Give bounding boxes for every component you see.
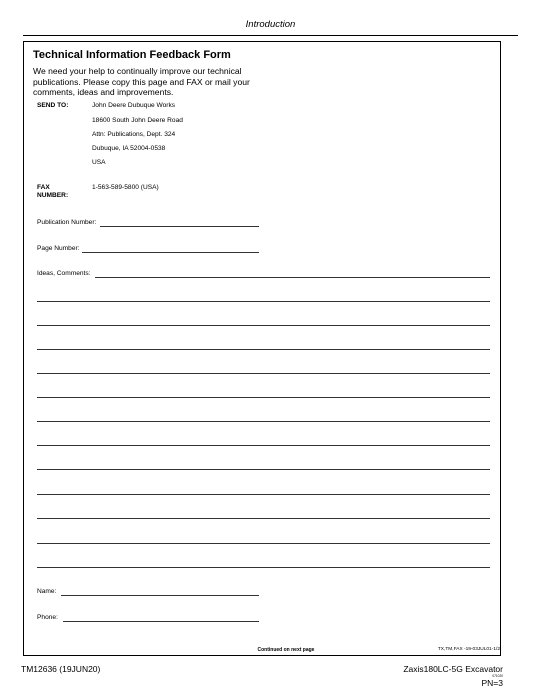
intro-line: comments, ideas and improvements. [33, 87, 174, 98]
comment-line[interactable] [37, 397, 490, 398]
intro-line: publications. Please copy this page and FAX or mail your [33, 76, 250, 87]
phone-field[interactable] [63, 621, 259, 622]
comment-line[interactable] [37, 445, 490, 446]
footer-right [403, 664, 503, 688]
continued-note: Continued on next page [257, 647, 315, 653]
ideas-label: Ideas, Comments: [37, 270, 91, 277]
comment-line[interactable] [37, 567, 490, 568]
form-title: Technical Information Feedback Form [33, 49, 231, 61]
comment-line[interactable] [37, 421, 490, 422]
small-code: 071020 [492, 674, 503, 678]
comment-line[interactable] [37, 325, 490, 326]
page-number-field[interactable] [82, 252, 259, 253]
document-code: TX,TM,FAX -19-03JUL01-1/2 [437, 647, 500, 652]
fax-label [37, 184, 68, 200]
address-line: USA [92, 159, 106, 166]
fax-label-line: FAX [37, 184, 50, 191]
intro-line: We need your help to continually improve our technical [33, 66, 242, 76]
page-number-label: Page Number: [37, 245, 80, 252]
address-line: John Deere Dubuque Works [92, 102, 176, 109]
comment-line[interactable] [37, 494, 490, 495]
comment-line[interactable] [37, 301, 490, 302]
comment-line[interactable] [37, 373, 490, 374]
section-title: Introduction [245, 19, 296, 30]
comment-line[interactable] [37, 543, 490, 544]
address-line: Attn: Publications, Dept. 324 [92, 131, 176, 138]
machine-name: Zaxis180LC-5G Excavator [403, 664, 503, 674]
publication-number-field[interactable] [100, 226, 259, 227]
comment-line[interactable] [37, 349, 490, 350]
address-line: Dubuque, IA 52004-0538 [92, 145, 166, 152]
name-field[interactable] [61, 595, 259, 596]
fax-number: 1-563-589-5800 (USA) [92, 184, 159, 191]
document-id: TM12636 (19JUN20) [21, 664, 101, 674]
header-rule [23, 35, 518, 36]
fax-label-line: NUMBER: [37, 192, 69, 199]
name-label: Name: [37, 588, 57, 595]
page-number: PN=3 [481, 678, 503, 688]
comment-line[interactable] [37, 469, 490, 470]
send-to-label: SEND TO: [37, 102, 69, 109]
address-line: 18600 South John Deere Road [92, 117, 183, 124]
phone-label: Phone: [37, 614, 58, 621]
publication-number-label: Publication Number: [37, 219, 97, 226]
intro-text [33, 66, 283, 98]
comment-line[interactable] [37, 518, 490, 519]
comment-line[interactable] [95, 277, 490, 278]
